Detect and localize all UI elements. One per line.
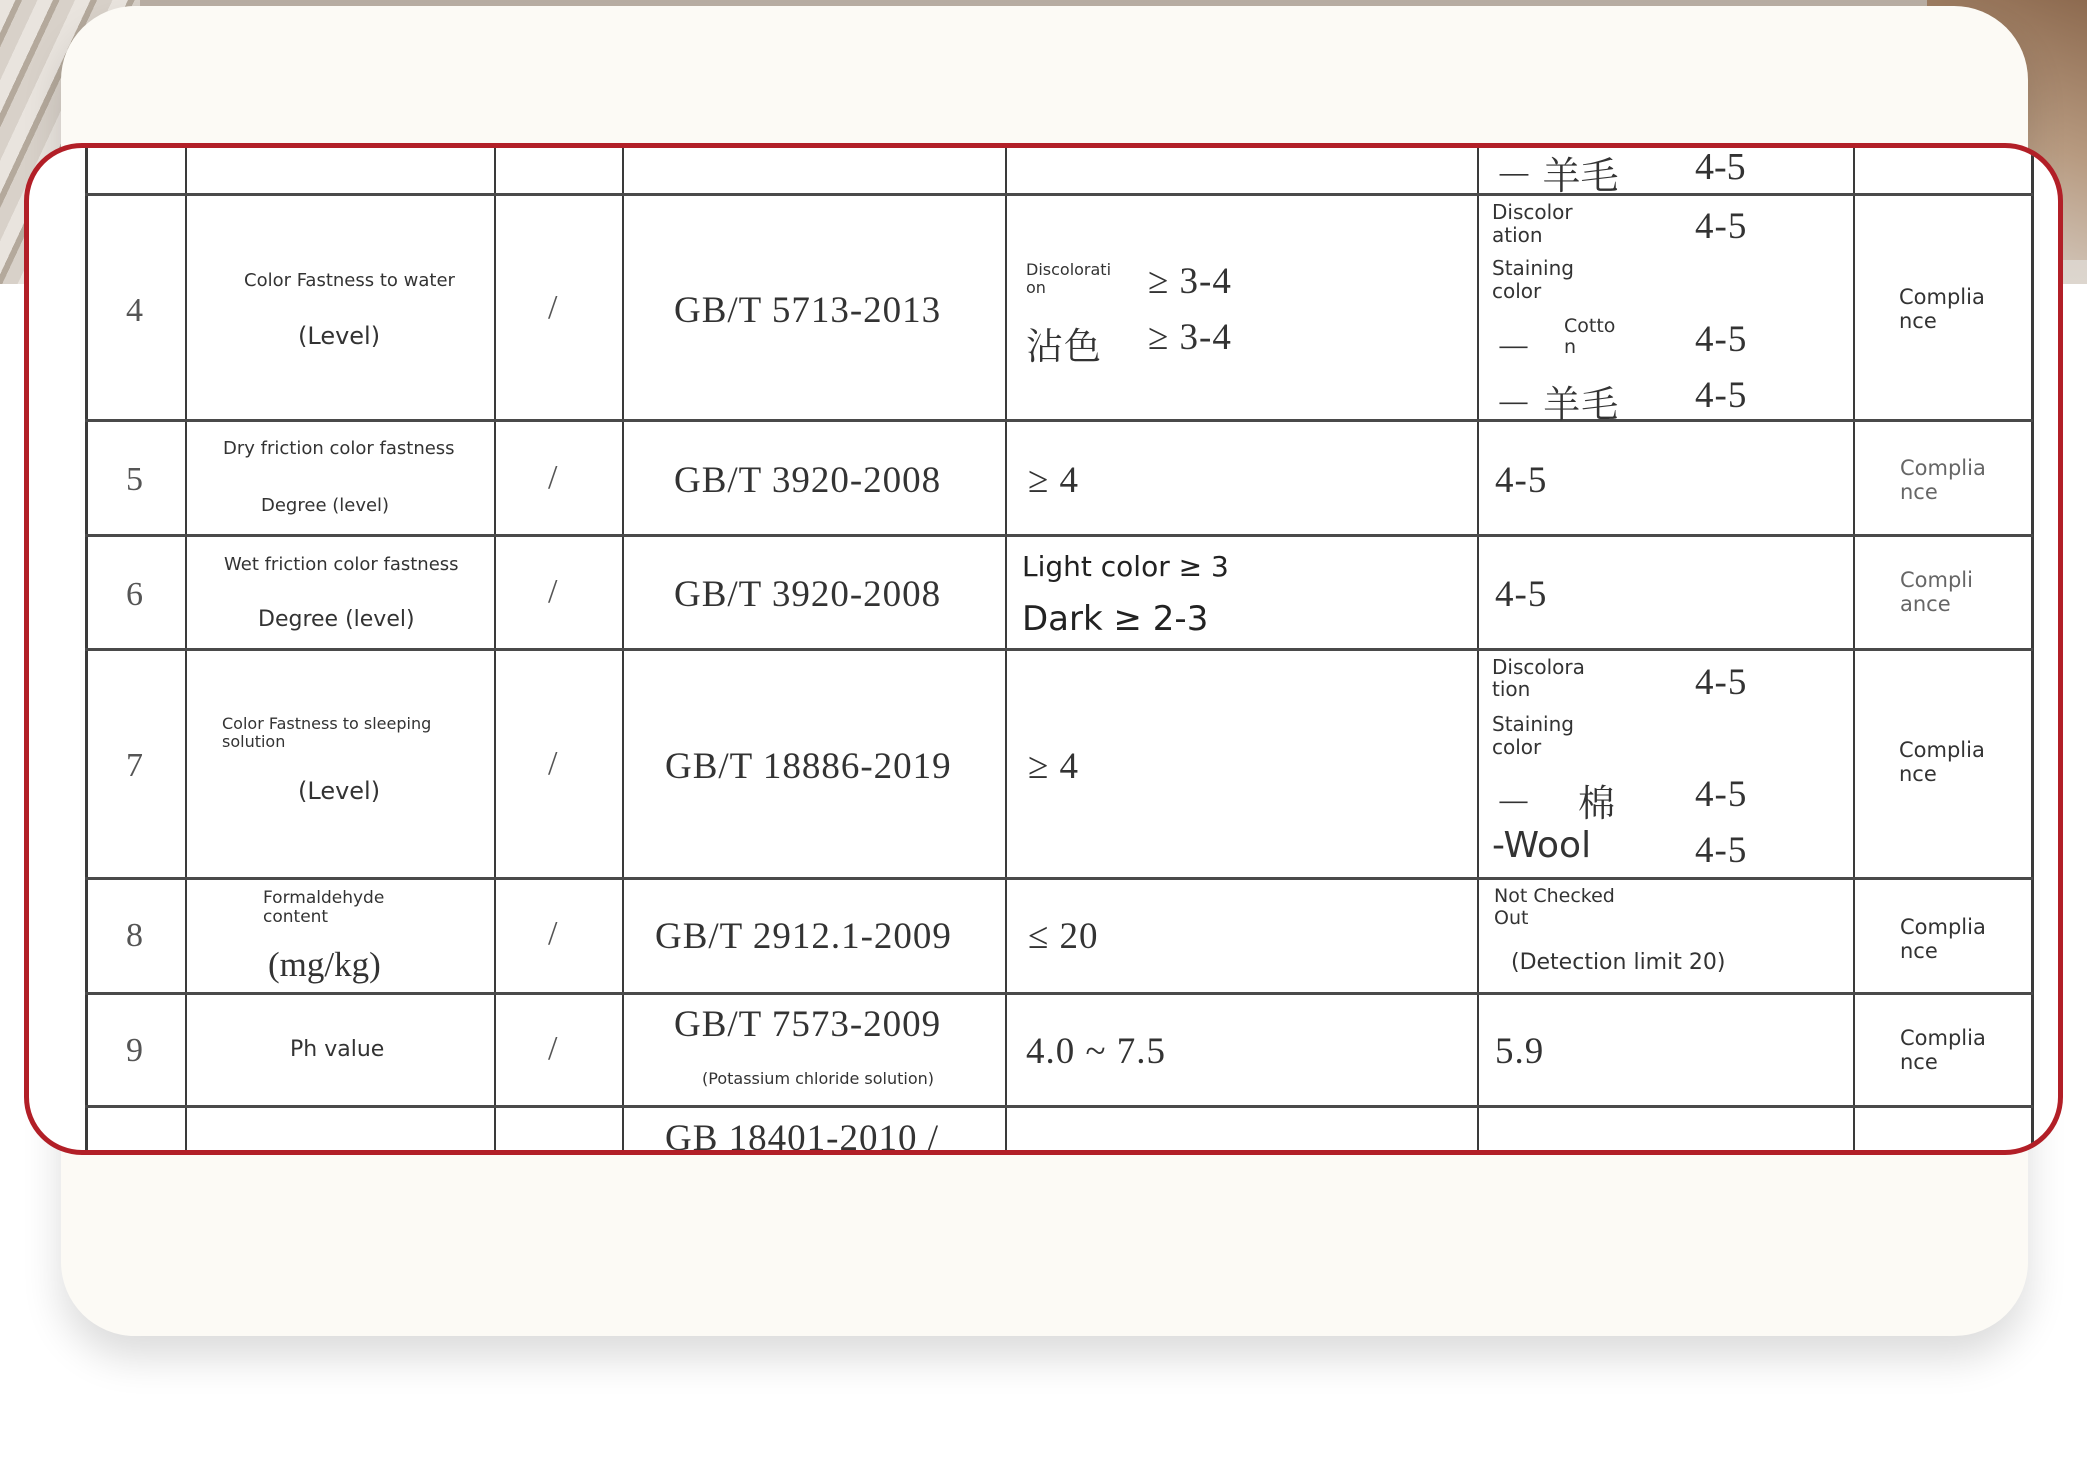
slash-mark: / bbox=[548, 915, 558, 952]
result-label: Staining color bbox=[1492, 712, 1574, 759]
test-item: Wet friction color fastness bbox=[224, 554, 459, 575]
result-value: 4-5 bbox=[1695, 319, 1748, 360]
compliance-result: Complia nce bbox=[1899, 738, 1985, 786]
report-table bbox=[24, 143, 2063, 1155]
result-value: 4-5 bbox=[1695, 206, 1748, 247]
result-label: Discolora tion bbox=[1492, 655, 1585, 701]
requirement-label: 沾色 bbox=[1026, 327, 1102, 368]
result-label: － bbox=[1495, 784, 1533, 825]
col-line bbox=[1853, 148, 1855, 1155]
test-unit: (mg/kg) bbox=[268, 945, 381, 984]
test-standard: GB/T 5713-2013 bbox=[674, 290, 942, 331]
col-line bbox=[2031, 148, 2034, 1155]
requirement-value: ≤ 20 bbox=[1028, 916, 1099, 957]
test-standard: GB/T 7573-2009 bbox=[674, 1004, 942, 1045]
test-standard: GB/T 3920-2008 bbox=[674, 460, 942, 501]
slash-mark: / bbox=[548, 459, 558, 496]
result-label: (Detection limit 20) bbox=[1511, 950, 1726, 975]
test-unit: (Level) bbox=[298, 322, 381, 350]
requirement-value: ≥ 4 bbox=[1028, 746, 1080, 787]
compliance-result: Complia nce bbox=[1899, 285, 1985, 333]
requirement-value: ≥ 4 bbox=[1028, 460, 1080, 501]
compliance-result: Complia nce bbox=[1900, 456, 1986, 504]
result-value: 5.9 bbox=[1495, 1031, 1545, 1072]
result-label: Discolor ation bbox=[1492, 200, 1573, 247]
test-unit: Degree (level) bbox=[261, 495, 390, 516]
compliance-result: Compli ance bbox=[1900, 568, 1973, 616]
row-line bbox=[85, 1105, 2033, 1108]
result-label: 棉 bbox=[1578, 784, 1616, 825]
test-item: Formaldehyde content bbox=[263, 888, 385, 927]
row-line bbox=[85, 877, 2033, 880]
result-label: Not Checked Out bbox=[1494, 885, 1615, 929]
test-standard: GB/T 2912.1-2009 bbox=[655, 916, 952, 957]
col-line bbox=[1477, 148, 1479, 1155]
result-value: 4-5 bbox=[1695, 375, 1748, 416]
requirement-light: Light color ≥ 3 bbox=[1022, 550, 1229, 583]
row-line bbox=[85, 193, 2033, 196]
row-line bbox=[85, 992, 2033, 995]
requirement-dark: Dark ≥ 2-3 bbox=[1022, 599, 1209, 639]
result-value: 4-5 bbox=[1495, 574, 1548, 615]
test-unit: (Level) bbox=[298, 777, 381, 805]
result-value: 4-5 bbox=[1695, 830, 1748, 871]
slash-mark: / bbox=[548, 289, 558, 326]
row-number: 8 bbox=[126, 917, 143, 954]
result-label: － 羊毛 bbox=[1495, 385, 1620, 426]
result-label: Staining color bbox=[1492, 256, 1574, 303]
requirement-value: ≥ 3-4 bbox=[1148, 317, 1232, 358]
result-value: 4-5 bbox=[1495, 460, 1548, 501]
requirement-value: 4.0 ~ 7.5 bbox=[1026, 1031, 1167, 1072]
test-item: Ph value bbox=[290, 1037, 385, 1062]
test-item: Color Fastness to sleeping solution bbox=[222, 714, 432, 751]
report-frame bbox=[24, 143, 2063, 1155]
compliance-result: Complia nce bbox=[1900, 1026, 1986, 1074]
result-value: 4-5 bbox=[1695, 774, 1748, 815]
result-label: -Wool bbox=[1492, 825, 1592, 866]
row-number: 5 bbox=[126, 461, 143, 498]
row-number: 4 bbox=[126, 292, 143, 329]
slash-mark: / bbox=[548, 1030, 558, 1067]
row-line bbox=[85, 534, 2033, 537]
test-unit: Degree (level) bbox=[258, 607, 415, 632]
requirement-value: ≥ 3-4 bbox=[1148, 261, 1232, 302]
result-value: 4-5 bbox=[1695, 146, 1746, 188]
col-line bbox=[622, 148, 624, 1155]
row-line bbox=[85, 648, 2033, 651]
test-standard: GB/T 18886-2019 bbox=[665, 746, 952, 787]
col-line bbox=[1005, 148, 1007, 1155]
row-line bbox=[85, 419, 2033, 422]
col-line bbox=[85, 148, 88, 1155]
col-line bbox=[494, 148, 496, 1155]
row-number: 6 bbox=[126, 576, 143, 613]
test-item: Color Fastness to water bbox=[244, 270, 455, 291]
test-standard: GB/T 3920-2008 bbox=[674, 574, 942, 615]
result-value: 4-5 bbox=[1695, 662, 1748, 703]
requirement-label: Discolorati on bbox=[1026, 260, 1112, 297]
row-number: 9 bbox=[126, 1032, 143, 1069]
test-item: Dry friction color fastness bbox=[223, 438, 455, 459]
result-label: － bbox=[1495, 329, 1533, 370]
slash-mark: / bbox=[548, 573, 558, 610]
result-label: Cotto n bbox=[1564, 315, 1616, 358]
row-number: 7 bbox=[126, 747, 143, 784]
test-standard: GB 18401-2010 / bbox=[665, 1118, 939, 1155]
slash-mark: / bbox=[548, 745, 558, 782]
standard-note: (Potassium chloride solution) bbox=[702, 1069, 934, 1088]
compliance-result: Complia nce bbox=[1900, 915, 1986, 963]
result-label: － 羊毛 bbox=[1495, 156, 1619, 198]
col-line bbox=[185, 148, 187, 1155]
